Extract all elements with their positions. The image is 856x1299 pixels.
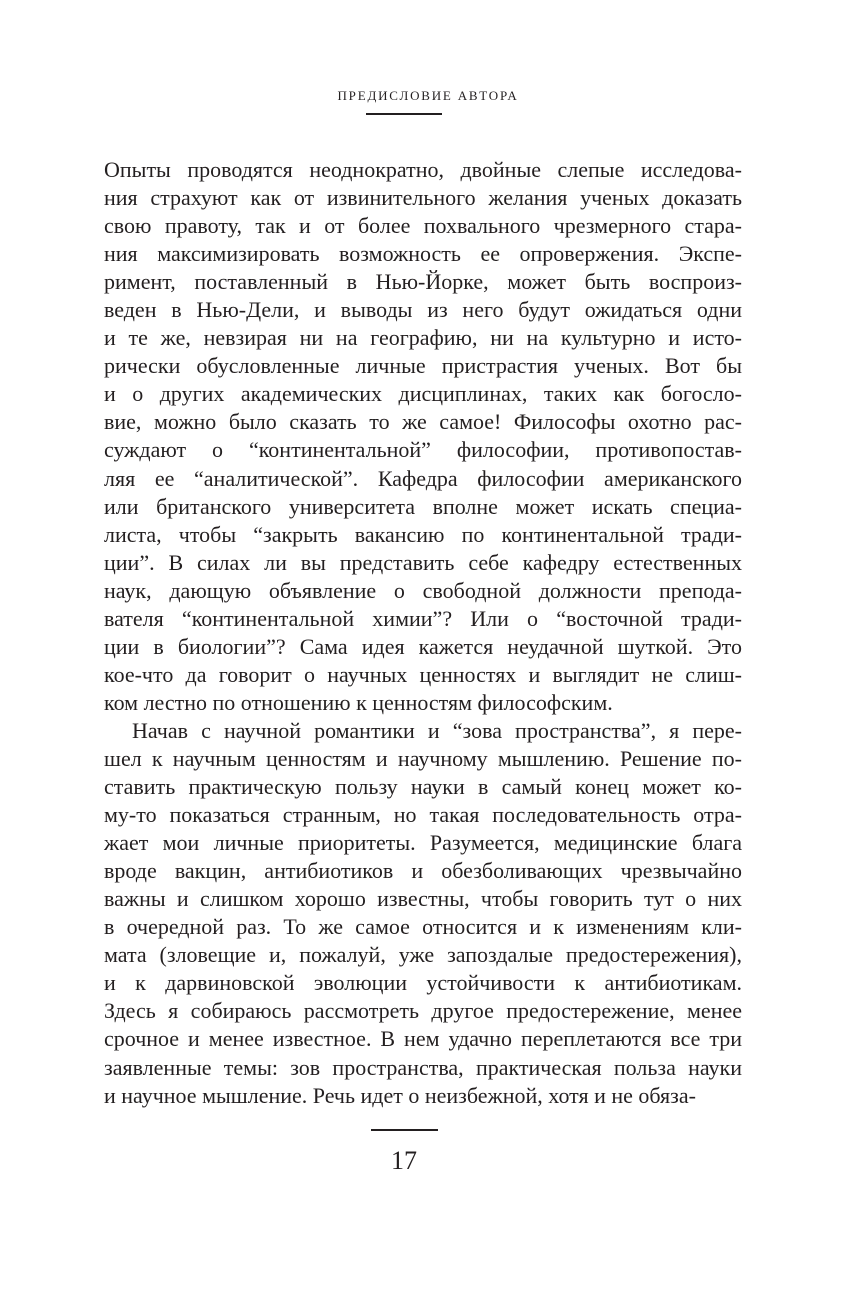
paragraph [104, 717, 742, 1110]
text-line: и о других академических дисциплинах, таких как богосло- [104, 381, 742, 407]
text-line: му-то показаться странным, но такая последовательность отра- [104, 802, 742, 828]
text-line: важны и слишком хорошо известны, чтобы говорить тут о них [104, 886, 742, 912]
text-line: ставить практическую пользу науки в самый конец может ко- [104, 774, 742, 800]
text-line: Опыты проводятся неоднократно, двойные слепые исследова- [104, 157, 742, 182]
text-line: мата (зловещие и, пожалуй, уже запоздалые предостережения), [104, 942, 742, 968]
text-line: или британского университета вполне может искать специа- [104, 493, 742, 519]
text-line: и те же, невзирая ни на географию, ни на культурно и исто- [104, 325, 742, 351]
page-number: 17 [391, 1146, 417, 1175]
text-line: кое-что да говорит о научных ценностях и выглядит не слиш- [104, 661, 742, 687]
text-line: срочное и менее известное. В нем удачно переплетаются все три [104, 1026, 742, 1052]
text-line: листа, чтобы “закрыть вакансию по континентальной тради- [104, 521, 742, 547]
footer-rule [371, 1129, 438, 1131]
text-line: Начав с научной романтики и “зова пространства”, я пере- [132, 717, 742, 743]
text-line: вроде вакцин, антибиотиков и обезболивающих чрезвычайно [104, 858, 742, 884]
text-line: ния страхуют как от извинительного желания ученых доказать [104, 185, 742, 211]
text-line: вателя “континентальной химии”? Или о “восточной тради- [104, 605, 742, 631]
text-line: Здесь я собираюсь рассмотреть другое предостережение, менее [104, 998, 742, 1024]
text-line: шел к научным ценностям и научному мышлению. Решение по- [104, 745, 742, 771]
text-line: вие, можно было сказать то же самое! Философы охотно рас- [104, 409, 742, 435]
text-line: свою правоту, так и от более похвального чрезмерного стара- [104, 213, 742, 239]
header-rule [366, 113, 442, 115]
text-line: рически обусловленные личные пристрастия ученых. Вот бы [104, 353, 742, 379]
text-line: ции в биологии”? Сама идея кажется неудачной шуткой. Это [104, 633, 742, 659]
text-line: ния максимизировать возможность ее опровержения. Экспе- [104, 241, 742, 267]
body-text [104, 156, 742, 1110]
text-line: римент, поставленный в Нью-Йорке, может быть воспроиз- [104, 269, 742, 295]
text-line: и научное мышление. Речь идет о неизбежной, хотя и не обяза- [104, 1082, 696, 1108]
text-line: веден в Нью-Дели, и выводы из него будут ожидаться одни [104, 297, 742, 323]
running-head: ПРЕДИСЛОВИЕ АВТОРА [337, 88, 519, 103]
text-line: жает мои личные приоритеты. Разумеется, медицинские блага [104, 830, 742, 856]
text-line: и к дарвиновской эволюции устойчивости к антибиотикам. [104, 970, 742, 996]
text-line: ции”. В силах ли вы представить себе кафедру естественных [104, 549, 742, 575]
paragraph [104, 156, 742, 717]
text-line: наук, дающую объявление о свободной должности препода- [104, 577, 742, 603]
text-line: суждают о “континентальной” философии, противопостав- [104, 437, 742, 463]
text-line: в очередной раз. То же самое относится и к изменениям кли- [104, 914, 742, 940]
text-line: заявленные темы: зов пространства, практическая польза науки [104, 1054, 742, 1080]
text-line: ляя ее “аналитической”. Кафедра философии американского [104, 465, 742, 491]
text-line: ком лестно по отношению к ценностям философским. [104, 689, 613, 715]
